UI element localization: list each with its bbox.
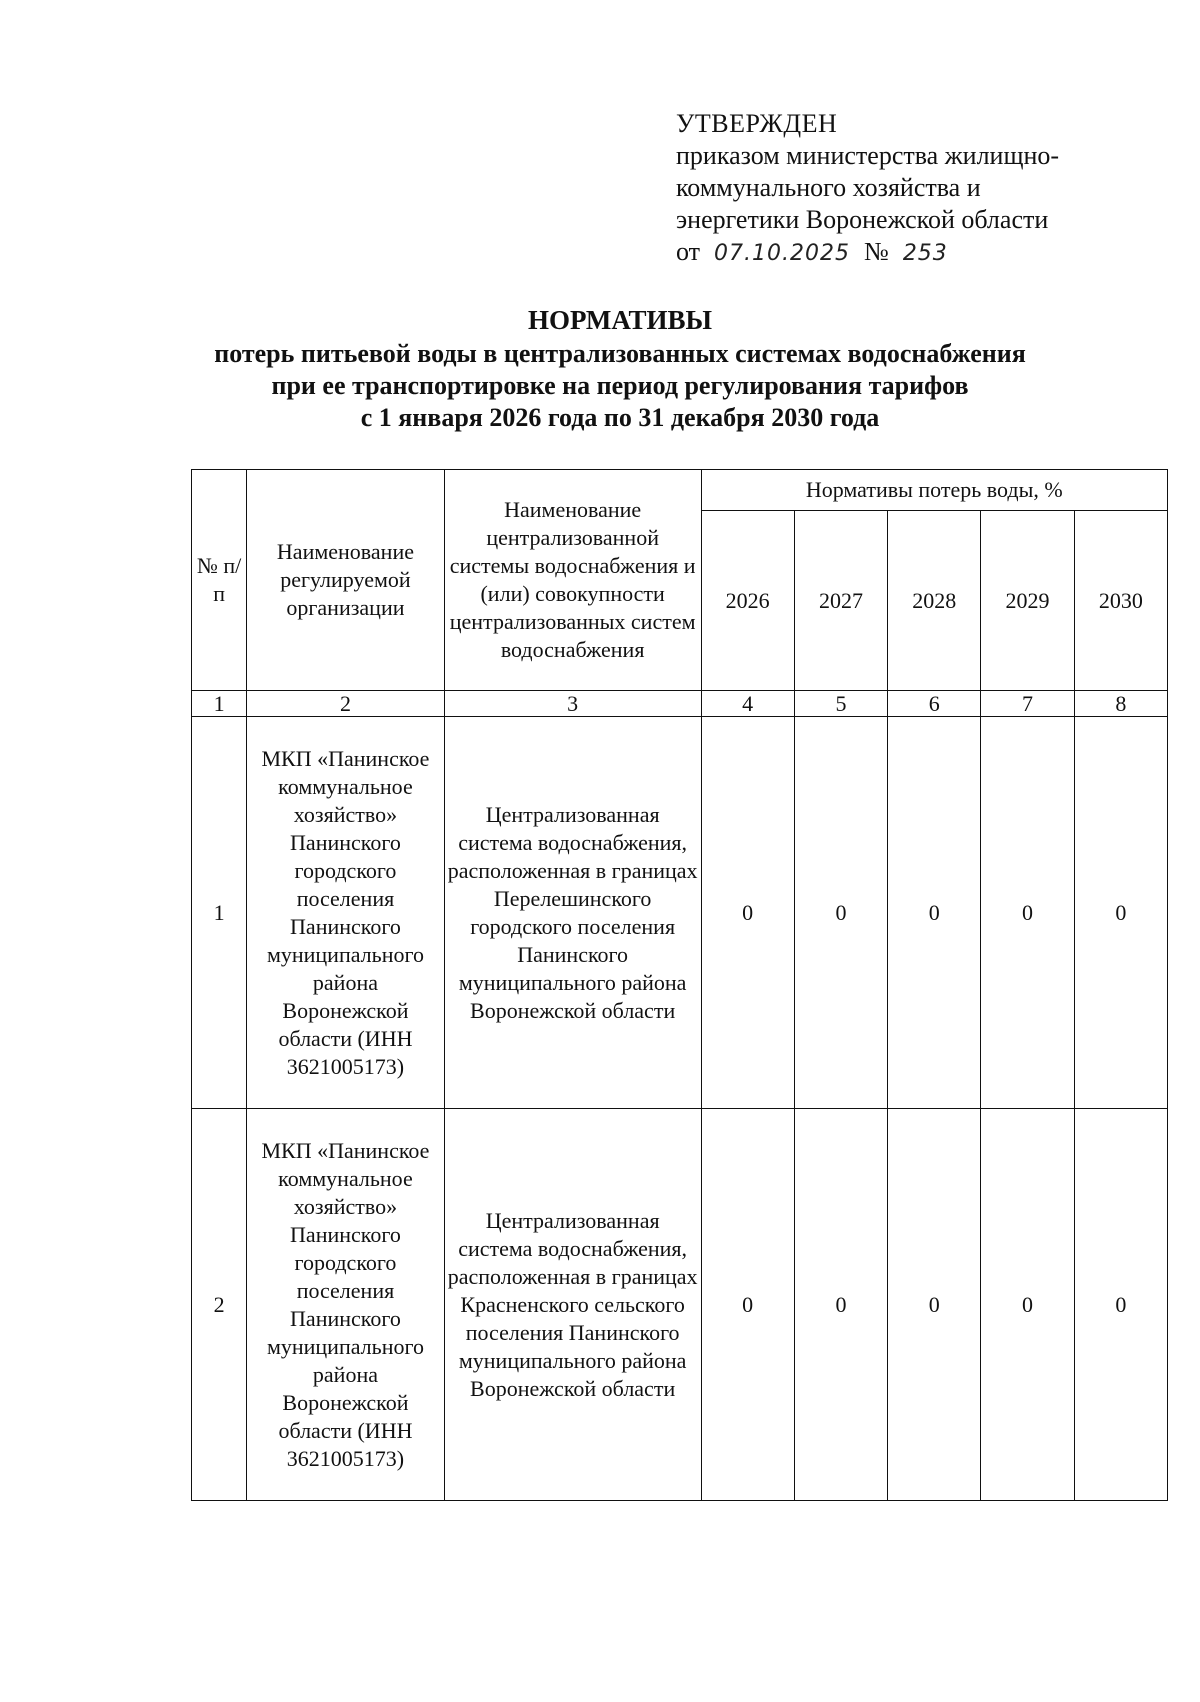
column-numbers-row bbox=[192, 691, 1168, 717]
row-value: 0 bbox=[888, 717, 981, 1109]
column-number: 3 bbox=[444, 691, 701, 717]
title-line-3: с 1 января 2026 года по 31 декабря 2030 года bbox=[360, 403, 880, 432]
column-number: 1 bbox=[192, 691, 247, 717]
approval-block bbox=[676, 108, 1156, 270]
column-number: 6 bbox=[888, 691, 981, 717]
row-value: 0 bbox=[1074, 717, 1167, 1109]
approval-line-3: энергетики Воронежской области bbox=[676, 205, 1049, 234]
row-system: Централизованная система водоснабжения, расположенная в границах Перелешинского городского поселения Панинского муниципального района Воронежской области bbox=[444, 717, 701, 1109]
header-year: 2030 bbox=[1074, 511, 1167, 691]
row-org: МКП «Панинское коммунальное хозяйство» Панинского городского поселения Панинского муниципального района Воронежской области (ИНН 3621005173) bbox=[247, 1109, 445, 1501]
row-value: 0 bbox=[981, 1109, 1074, 1501]
header-system: Наименование централизованной системы водоснабжения и (или) совокупности централизованных систем водоснабжения bbox=[444, 470, 701, 691]
row-system: Централизованная система водоснабжения, расположенная в границах Красненского сельского поселения Панинского муниципального района Воронежской области bbox=[444, 1109, 701, 1501]
header-org: Наименование регулируемой организации bbox=[247, 470, 445, 691]
row-value: 0 bbox=[1074, 1109, 1167, 1501]
handwritten-number: 253 bbox=[902, 241, 948, 266]
column-number: 7 bbox=[981, 691, 1074, 717]
row-value: 0 bbox=[981, 717, 1074, 1109]
table-row bbox=[192, 1109, 1168, 1501]
row-value: 0 bbox=[701, 1109, 794, 1501]
column-number: 4 bbox=[701, 691, 794, 717]
header-year: 2026 bbox=[701, 511, 794, 691]
norms-table bbox=[191, 469, 1168, 1501]
header-year: 2028 bbox=[888, 511, 981, 691]
column-number: 2 bbox=[247, 691, 445, 717]
handwritten-date: 07.10.2025 bbox=[714, 241, 850, 266]
approval-date-line bbox=[676, 236, 1156, 270]
header-num: № п/п bbox=[192, 470, 247, 691]
column-number: 5 bbox=[794, 691, 887, 717]
number-label: № bbox=[864, 237, 889, 266]
title-line-2: при ее транспортировке на период регулирования тарифов bbox=[271, 371, 969, 400]
title-main: НОРМАТИВЫ bbox=[527, 305, 713, 335]
row-value: 0 bbox=[701, 717, 794, 1109]
row-org: МКП «Панинское коммунальное хозяйство» Панинского городского поселения Панинского муниципального района Воронежской области (ИНН 3621005173) bbox=[247, 717, 445, 1109]
header-year: 2029 bbox=[981, 511, 1074, 691]
approval-line-2: коммунального хозяйства и bbox=[676, 173, 981, 202]
row-value: 0 bbox=[794, 1109, 887, 1501]
header-norms-group: Нормативы потерь воды, % bbox=[701, 470, 1167, 511]
approval-line-1: приказом министерства жилищно- bbox=[676, 141, 1060, 170]
table-header-row bbox=[192, 470, 1168, 511]
approval-stamp: УТВЕРЖДЕН bbox=[676, 109, 838, 138]
title-line-1: потерь питьевой воды в централизованных системах водоснабжения bbox=[214, 339, 1026, 368]
row-num: 1 bbox=[192, 717, 247, 1109]
row-value: 0 bbox=[888, 1109, 981, 1501]
row-num: 2 bbox=[192, 1109, 247, 1501]
table-row bbox=[192, 717, 1168, 1109]
date-prefix: от bbox=[676, 237, 701, 266]
row-value: 0 bbox=[794, 717, 887, 1109]
column-number: 8 bbox=[1074, 691, 1167, 717]
document-title bbox=[180, 304, 1060, 434]
header-year: 2027 bbox=[794, 511, 887, 691]
